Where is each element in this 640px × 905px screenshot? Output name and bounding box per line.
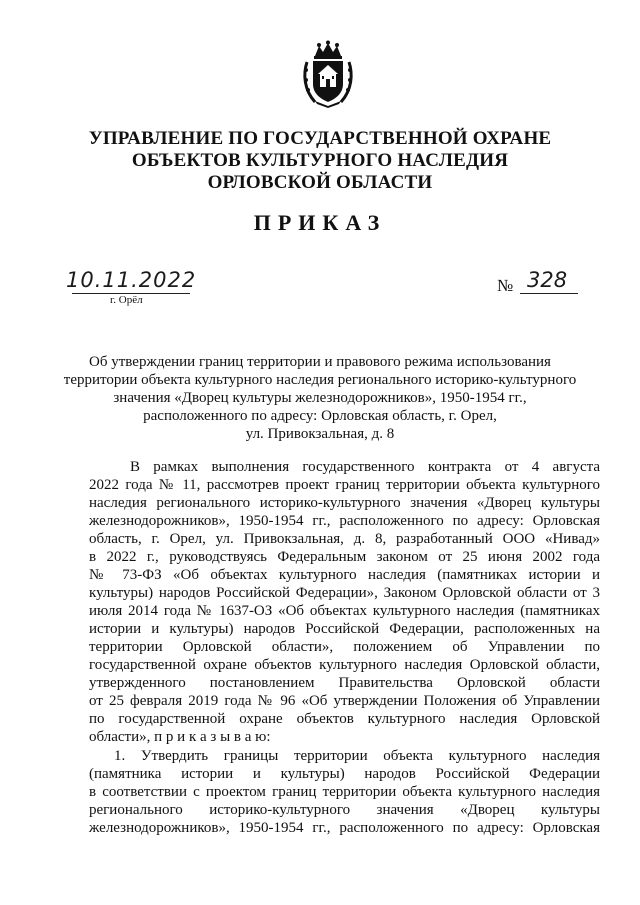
- paragraph-line: культуры) народов Российской Федерации», Законом Орловской области от 3: [89, 585, 600, 601]
- subject-line: расположенного по адресу: Орловская область, г. Орел,: [143, 408, 497, 424]
- paragraph-line: от 25 февраля 2019 года № 96 «Об утверждении Положения об Управлении: [89, 693, 600, 709]
- subject-line: Об утверждении границ территории и правового режима использования: [89, 354, 551, 370]
- paragraph-line: утвержденного постановлением Правительства Орловской области: [89, 675, 600, 691]
- order-number: 328: [527, 268, 568, 292]
- paragraph-line: железнодорожников», 1950-1954 гг., расположенного по адресу: Орловская: [89, 513, 600, 529]
- orel-oblast-coat-of-arms-icon: [301, 40, 355, 108]
- paragraph-line: область, г. Орел, ул. Привокзальная, д. 8, разработанный ООО «Нивад»: [89, 531, 600, 547]
- subject-line: значения «Дворец культуры железнодорожников», 1950-1954 гг.,: [113, 390, 527, 406]
- subject-line: ул. Привокзальная, д. 8: [245, 426, 395, 442]
- paragraph-line: регионального историко-культурного значения «Дворец культуры: [89, 802, 600, 818]
- paragraph-line: территории Орловской области», положением об Управлении по: [89, 639, 600, 655]
- paragraph-line: в 2022 г., руководствуясь Федеральным законом от 25 июня 2002 года: [89, 549, 600, 565]
- city-label: г. Орёл: [110, 294, 143, 306]
- organization-line-3: ОРЛОВСКОЙ ОБЛАСТИ: [207, 172, 433, 193]
- document-type-title: ПРИКАЗ: [253, 210, 387, 235]
- organization-heading: [0, 128, 640, 194]
- preamble-paragraph: [89, 458, 600, 746]
- paragraph-line: (памятника истории и культуры) народов Российской Федерации: [89, 766, 600, 782]
- item-1-paragraph: [89, 747, 600, 837]
- subject-line: территории объекта культурного наследия регионального историко-культурного: [63, 372, 577, 388]
- number-underline: [520, 293, 578, 294]
- organization-line-2: ОБЪЕКТОВ КУЛЬТУРНОГО НАСЛЕДИЯ: [131, 150, 509, 171]
- paragraph-line: № 73-ФЗ «Об объектах культурного наследия (памятниках истории и: [89, 567, 600, 583]
- order-subject: [0, 353, 640, 443]
- paragraph-line: наследия регионального историко-культурного значения «Дворец культуры: [89, 495, 600, 511]
- order-date: 10.11.2022: [66, 268, 197, 292]
- paragraph-line: В рамках выполнения государственного контракта от 4 августа: [130, 459, 600, 475]
- paragraph-line: по государственной охране объектов культурного наследия Орловской: [89, 711, 600, 727]
- paragraph-line: в соответствии с проектом границ территории объекта культурного наследия: [89, 784, 600, 800]
- number-sign: №: [497, 276, 514, 295]
- paragraph-line: железнодорожников», 1950-1954 гг., расположенного по адресу: Орловская: [89, 820, 600, 836]
- paragraph-line: истории и культуры) народов Российской Федерации, расположенных на: [89, 621, 600, 637]
- paragraph-line: области», п р и к а з ы в а ю:: [89, 729, 271, 745]
- paragraph-line: 1. Утвердить границы территории объекта культурного наследия: [114, 748, 600, 764]
- organization-line-1: УПРАВЛЕНИЕ ПО ГОСУДАРСТВЕННОЙ ОХРАНЕ: [88, 128, 552, 149]
- paragraph-line: 2022 года № 11, рассмотрев проект границ территории объекта культурного: [89, 477, 600, 493]
- paragraph-line: государственной охране объектов культурного наследия Орловской области,: [89, 657, 600, 673]
- paragraph-line: июля 2014 года № 1637-ОЗ «Об объектах культурного наследия (памятниках: [89, 603, 600, 619]
